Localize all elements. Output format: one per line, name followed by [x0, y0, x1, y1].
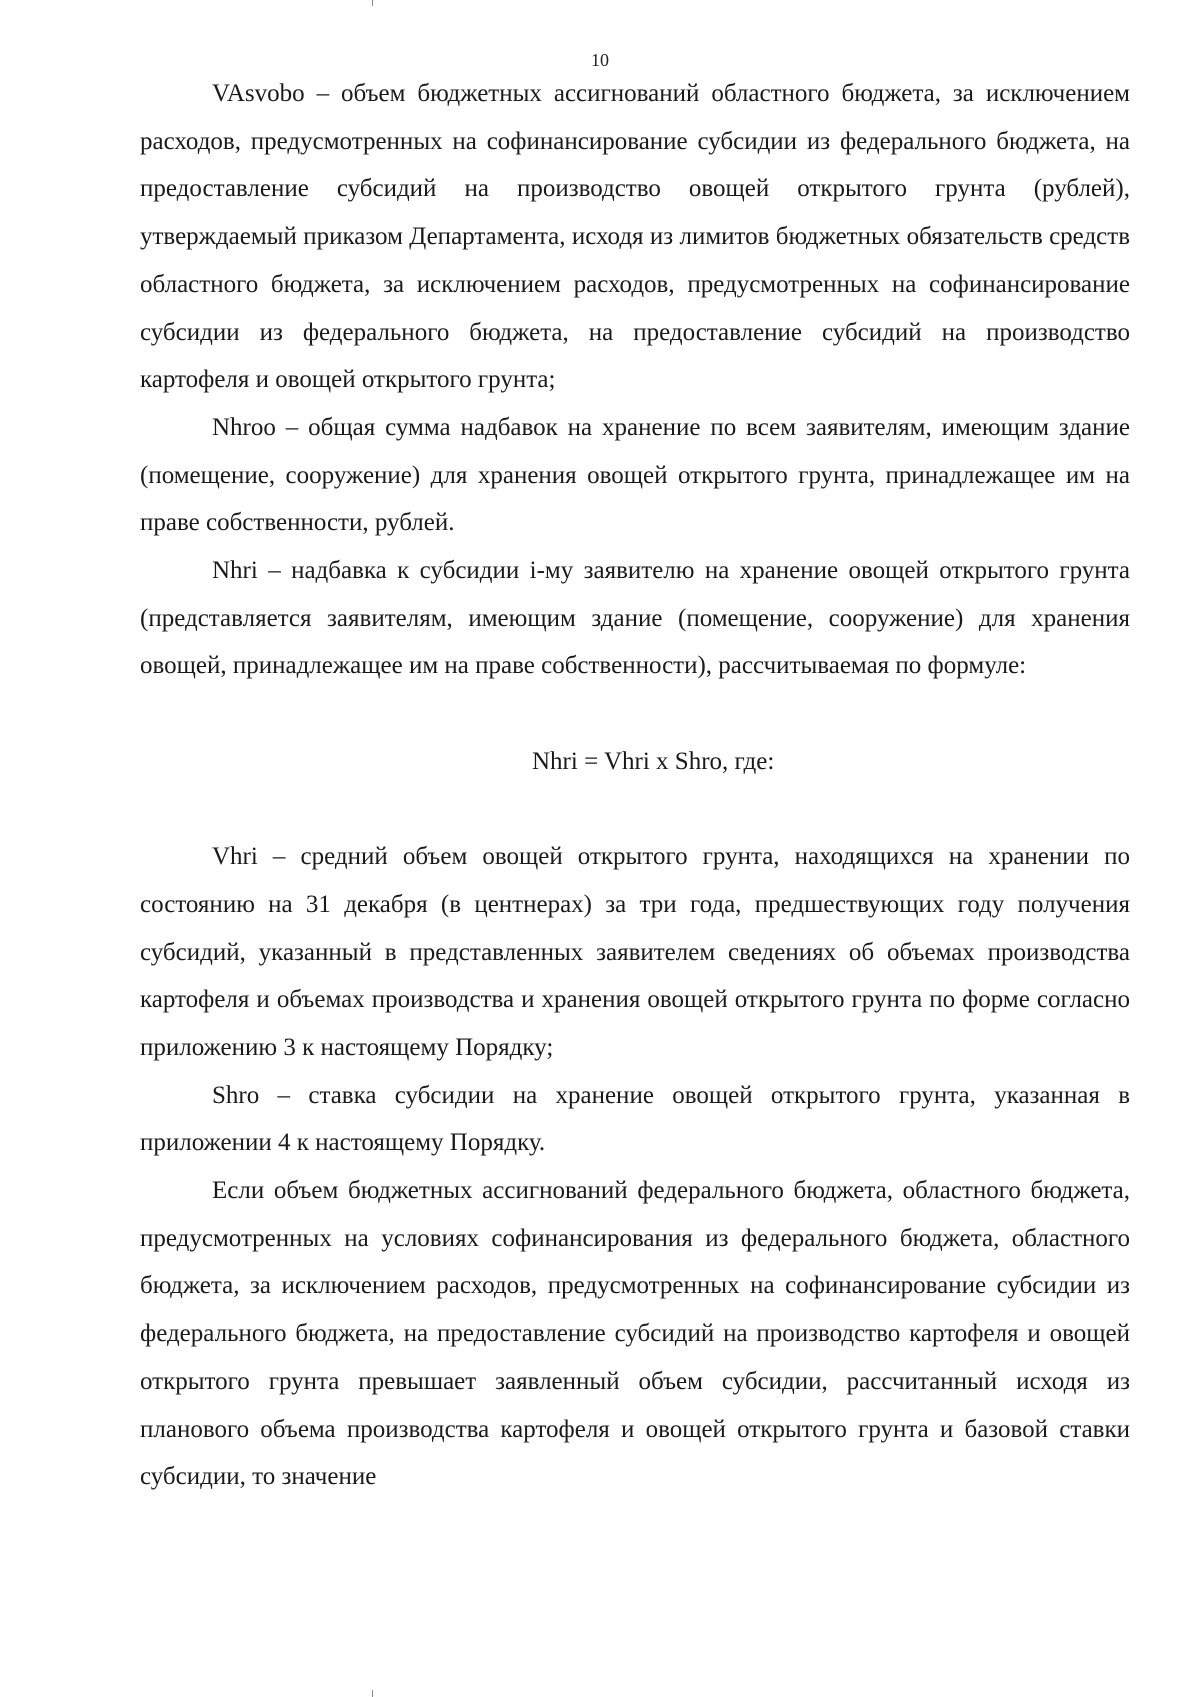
paragraph-budget-condition: Если объем бюджетных ассигнований федерального бюджета, областного бюджета, предусмотренных на условиях софинансирования из федерального бюджета, областного бюджета, за исключением расходов, предусмотренных на софинансирование субсидии из федерального бюджета, на предоставление субсидий на производство картофеля и овощей открытого грунта превышает заявленный объем субсидии, рассчитанный исходя из планового объема производства картофеля и овощей открытого грунта и базовой ставки субсидии, то значение [140, 1177, 1130, 1491]
paragraph-nhroo-definition: Nhroo – общая сумма надбавок на хранение по всем заявителям, имеющим здание (помещение, сооружение) для хранения овощей открытого грунта, принадлежащее им на праве собственности, рублей. [140, 413, 1130, 537]
formula-nhri: Nhri = Vhri x Shro, где: [532, 748, 775, 776]
scan-edge-mark [372, 1690, 373, 1697]
paragraph-vasvobo-definition: VAsvobo – объем бюджетных ассигнований областного бюджета, за исключением расходов, предусмотренных на софинансирование субсидии из федерального бюджета, на предоставление субсидий на производство овощей открытого грунта (рублей), утверждаемый приказом Департамента, исходя из лимитов бюджетных обязательств средств областного бюджета, за исключением расходов, предусмотренных на софинансирование субсидии из федерального бюджета, на предоставление субсидий на производство картофеля и овощей открытого грунта; [140, 80, 1130, 394]
document-body [140, 70, 1130, 1501]
scan-edge-mark [372, 0, 373, 6]
paragraph-shro-definition: Shro – ставка субсидии на хранение овощей открытого грунта, указанная в приложении 4 к настоящему Порядку. [140, 1081, 1130, 1157]
paragraph-vhri-definition: Vhri – средний объем овощей открытого грунта, находящихся на хранении по состоянию на 31 декабря (в центнерах) за три года, предшествующих году получения субсидий, указанный в представленных заявителем сведениях об объемах производства картофеля и объемах производства и хранения овощей открытого грунта по форме согласно приложению 3 к настоящему Порядку; [140, 843, 1130, 1061]
paragraph-nhri-definition: Nhri – надбавка к субсидии i-му заявителю на хранение овощей открытого грунта (представляется заявителям, имеющим здание (помещение, сооружение) для хранения овощей, принадлежащее им на праве собственности), рассчитываемая по формуле: [140, 557, 1130, 680]
page-number: 10 [591, 50, 609, 70]
